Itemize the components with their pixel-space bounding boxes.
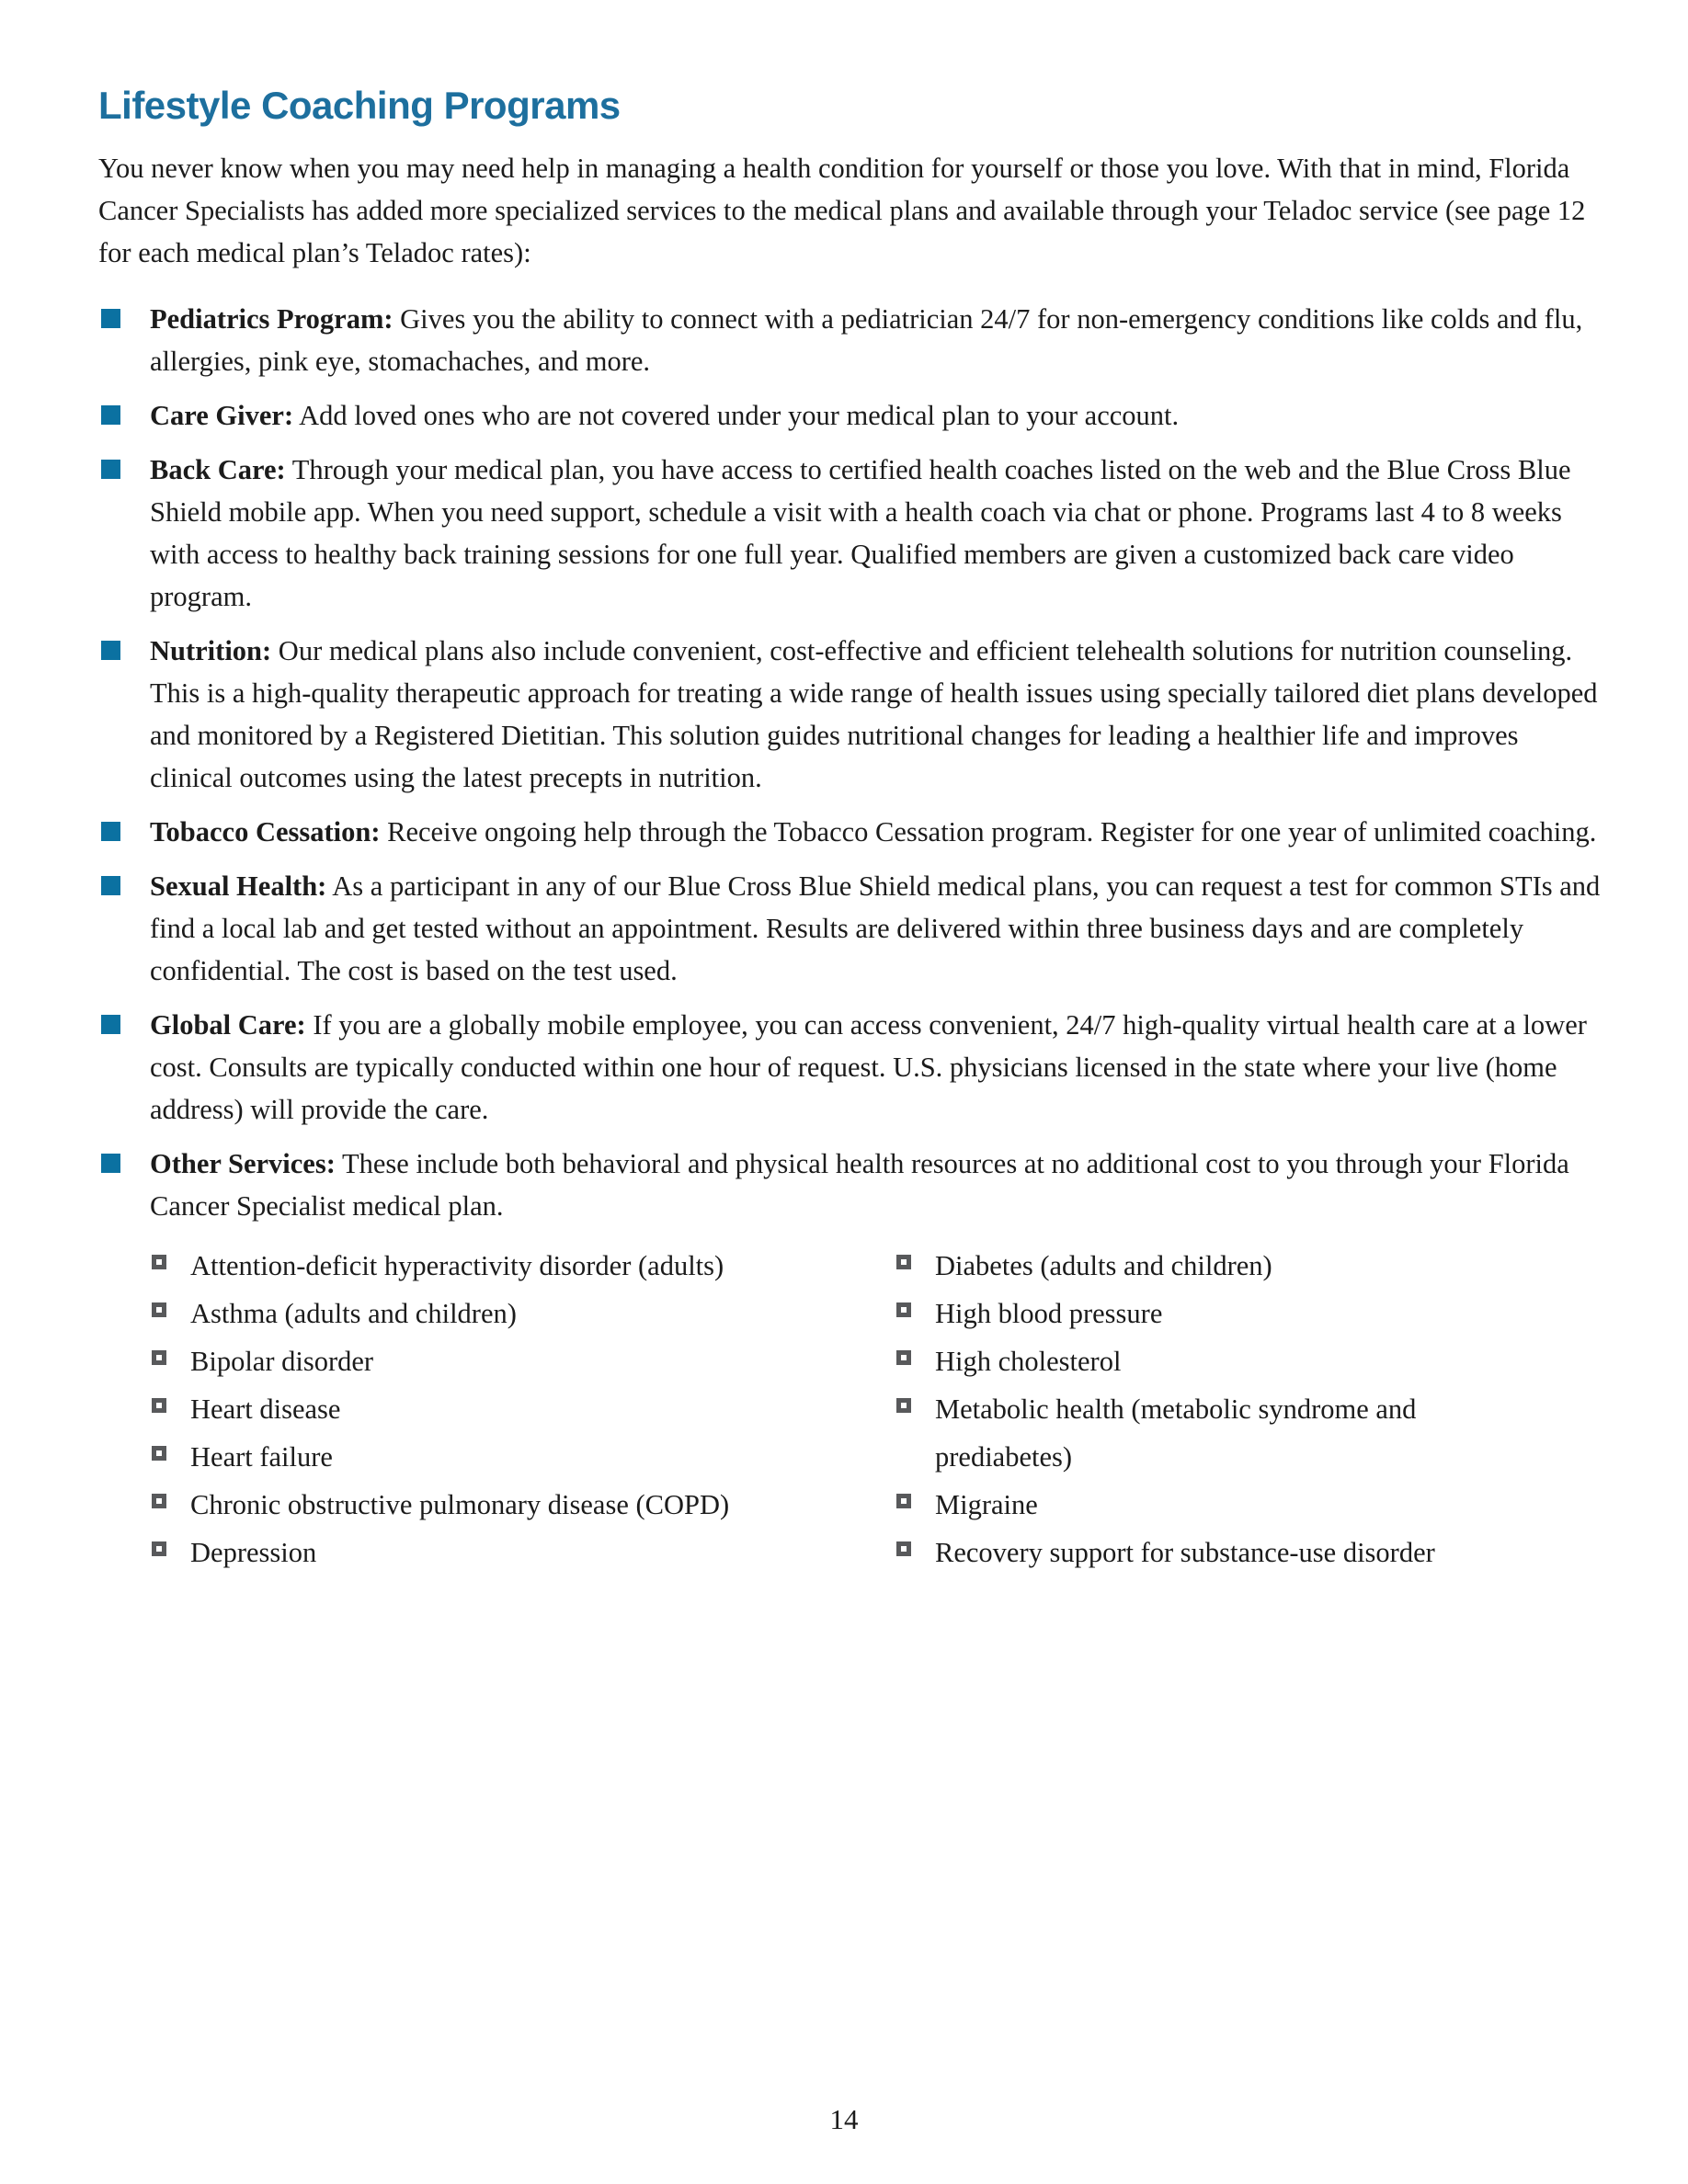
empty-checkbox-icon xyxy=(896,1255,911,1269)
condition-label: High blood pressure xyxy=(935,1298,1163,1329)
bullet-label: Tobacco Cessation: xyxy=(150,816,381,847)
condition-label: Heart failure xyxy=(190,1441,333,1473)
bullet-text xyxy=(150,811,1606,853)
bullet-text xyxy=(150,1004,1606,1131)
empty-checkbox-icon xyxy=(896,1350,911,1365)
condition-row xyxy=(150,1385,895,1433)
condition-row xyxy=(150,1433,895,1481)
bullet-item-nutrition xyxy=(98,630,1606,799)
condition-row xyxy=(895,1385,1557,1481)
bullet-description: Through your medical plan, you have access to certified health coaches listed on the web and the Blue Cross Blue Shield mobile app. When you need support, schedule a visit with a health coach via chat or phone. Programs last 4 to 8 weeks with access to healthy back training sessions for one full year. Qualified members are given a customized back care video program. xyxy=(150,454,1571,612)
bullet-item-other-services xyxy=(98,1143,1606,1580)
bullet-text xyxy=(150,1143,1606,1580)
empty-checkbox-icon xyxy=(152,1302,166,1317)
bullet-item-pediatrics-program xyxy=(98,298,1606,382)
blue-square-bullet-icon xyxy=(101,309,120,328)
bullet-description: As a participant in any of our Blue Cross Blue Shield medical plans, you can request a test for common STIs and find a local lab and get tested without an appointment. Results are delivered within three business days and are completely confidential. The cost is based on the test used. xyxy=(150,870,1601,986)
bullet-description: If you are a globally mobile employee, you can access convenient, 24/7 high-quality virtual health care at a lower cost. Consults are typically conducted within one hour of request. U.S. physicians licensed in the state where your live (home address) will provide the care. xyxy=(150,1009,1587,1125)
bullet-text xyxy=(150,449,1606,618)
empty-checkbox-icon xyxy=(896,1494,911,1508)
empty-checkbox-icon xyxy=(152,1541,166,1556)
program-bullet-list xyxy=(98,298,1606,1580)
condition-row xyxy=(895,1290,1557,1337)
condition-row xyxy=(895,1529,1557,1576)
condition-label: High cholesterol xyxy=(935,1346,1122,1377)
empty-checkbox-icon xyxy=(152,1494,166,1508)
bullet-description: Our medical plans also include convenient, cost-effective and efficient telehealth solutions for nutrition counseling. This is a high-quality therapeutic approach for treating a wide range of health issues using specially tailored diet plans developed and monitored by a Registered Dietitian. This solution guides nutritional changes for leading a healthier life and improves clinical outcomes using the latest precepts in nutrition. xyxy=(150,635,1598,793)
condition-label: Recovery support for substance-use disorder xyxy=(935,1537,1435,1568)
bullet-label: Back Care: xyxy=(150,454,286,485)
condition-label: Chronic obstructive pulmonary disease (COPD) xyxy=(190,1489,730,1520)
bullet-item-tobacco-cessation xyxy=(98,811,1606,853)
condition-label: Migraine xyxy=(935,1489,1038,1520)
bullet-label: Sexual Health: xyxy=(150,870,327,902)
bullet-label: Care Giver: xyxy=(150,400,294,431)
condition-row xyxy=(895,1481,1557,1529)
bullet-paragraph xyxy=(150,1143,1606,1227)
blue-square-bullet-icon xyxy=(101,1154,120,1173)
condition-label: Depression xyxy=(190,1537,317,1568)
bullet-item-sexual-health xyxy=(98,865,1606,992)
condition-label: Heart disease xyxy=(190,1393,341,1425)
condition-row xyxy=(150,1529,895,1576)
condition-label: Asthma (adults and children) xyxy=(190,1298,517,1329)
bullet-text xyxy=(150,865,1606,992)
blue-square-bullet-icon xyxy=(101,876,120,895)
blue-square-bullet-icon xyxy=(101,405,120,425)
page-content xyxy=(98,83,1606,1592)
bullet-description: Add loved ones who are not covered under your medical plan to your account. xyxy=(299,400,1180,431)
bullet-item-back-care xyxy=(98,449,1606,618)
conditions-column-right xyxy=(895,1242,1557,1576)
bullet-label: Nutrition: xyxy=(150,635,272,666)
blue-square-bullet-icon xyxy=(101,822,120,841)
bullet-item-care-giver xyxy=(98,394,1606,437)
condition-row xyxy=(895,1242,1557,1290)
condition-row xyxy=(150,1337,895,1385)
intro-paragraph: You never know when you may need help in managing a health condition for yourself or those you love. With that in mind, Florida Cancer Specialists has added more specialized services to the medical plans and available through your Teladoc service (see page 12 for each medical plan’s Teladoc rates): xyxy=(98,153,1586,268)
empty-checkbox-icon xyxy=(152,1446,166,1461)
condition-row xyxy=(150,1242,895,1290)
bullet-description: Receive ongoing help through the Tobacco Cessation program. Register for one year of unlimited coaching. xyxy=(387,816,1597,847)
blue-square-bullet-icon xyxy=(101,641,120,660)
condition-row xyxy=(895,1337,1557,1385)
bullet-description: These include both behavioral and physical health resources at no additional cost to you through your Florida Cancer Specialist medical plan. xyxy=(150,1148,1569,1222)
empty-checkbox-icon xyxy=(152,1350,166,1365)
blue-square-bullet-icon xyxy=(101,1015,120,1034)
empty-checkbox-icon xyxy=(152,1255,166,1269)
condition-label: Metabolic health (metabolic syndrome and prediabetes) xyxy=(935,1393,1417,1473)
bullet-text xyxy=(150,394,1606,437)
bullet-label: Pediatrics Program: xyxy=(150,303,393,335)
conditions-checklist xyxy=(150,1242,1606,1576)
blue-square-bullet-icon xyxy=(101,460,120,479)
condition-label: Diabetes (adults and children) xyxy=(935,1250,1272,1281)
condition-row xyxy=(150,1290,895,1337)
condition-row xyxy=(150,1481,895,1529)
empty-checkbox-icon xyxy=(896,1398,911,1413)
bullet-item-global-care xyxy=(98,1004,1606,1131)
empty-checkbox-icon xyxy=(896,1302,911,1317)
bullet-label: Global Care: xyxy=(150,1009,306,1041)
conditions-column-left xyxy=(150,1242,895,1576)
bullet-text xyxy=(150,298,1606,382)
empty-checkbox-icon xyxy=(152,1398,166,1413)
bullet-description: Gives you the ability to connect with a pediatrician 24/7 for non-emergency conditions like colds and flu, allergies, pink eye, stomachaches, and more. xyxy=(150,303,1583,377)
page-title: Lifestyle Coaching Programs xyxy=(98,84,621,127)
condition-label: Bipolar disorder xyxy=(190,1346,374,1377)
bullet-label: Other Services: xyxy=(150,1148,336,1179)
bullet-text xyxy=(150,630,1606,799)
page-number: 14 xyxy=(829,2103,859,2135)
empty-checkbox-icon xyxy=(896,1541,911,1556)
condition-label: Attention-deficit hyperactivity disorder (adults) xyxy=(190,1250,724,1281)
